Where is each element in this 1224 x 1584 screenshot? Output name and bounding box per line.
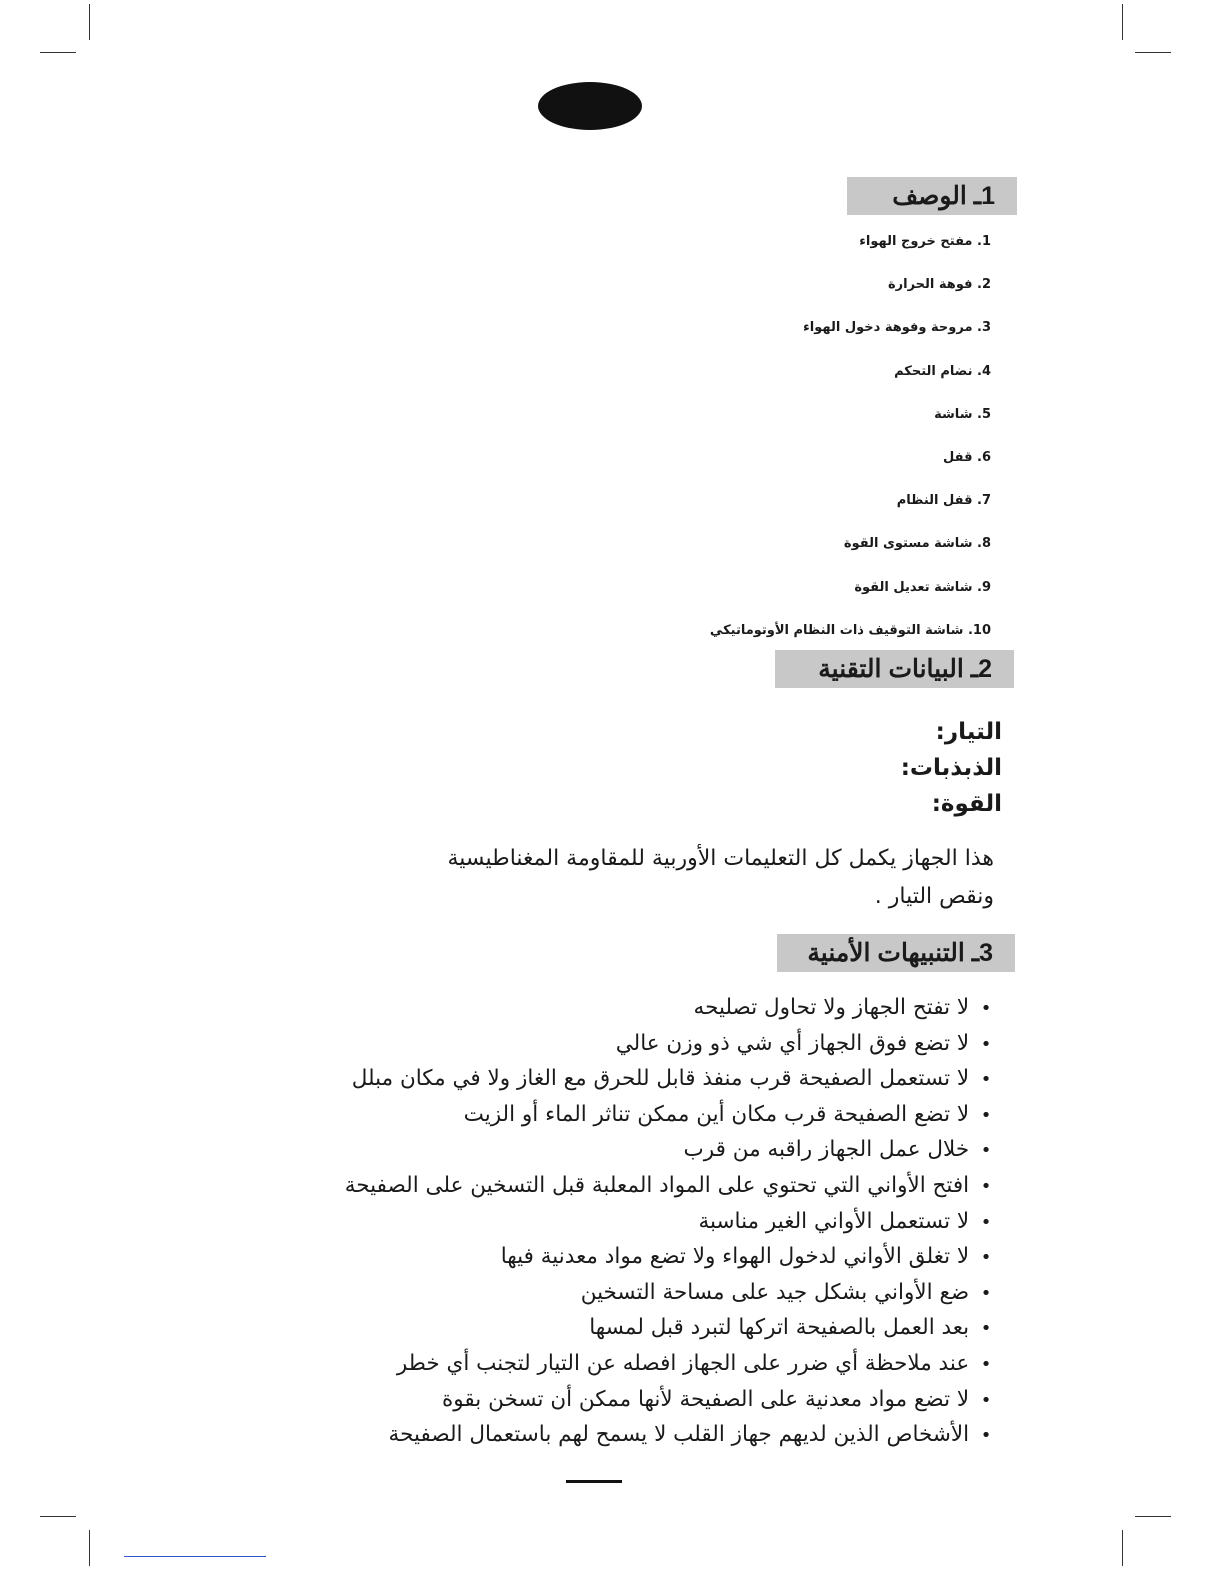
list-item [236, 1417, 996, 1453]
crop-mark [1122, 4, 1123, 40]
spec-label-current: التيار: [935, 719, 1002, 745]
safety-text: لا تضع الصفيحة قرب مكان أين ممكن تناثر الماء أو الزيت [463, 1101, 970, 1127]
bullet-icon: • [980, 1282, 992, 1304]
compliance-note-line: ونقص التيار . [874, 884, 994, 909]
language-tab-oval [538, 82, 642, 130]
bullet-icon: • [980, 1389, 992, 1411]
list-item: 8. شاشة مستوى القوة [843, 536, 991, 552]
list-item: 3. مروحة وفوهة دخول الهواء [803, 320, 991, 336]
list-item: 7. قفل النظام [896, 493, 991, 509]
safety-text: افتح الأواني التي تحتوي على المواد المعلبة قبل التسخين على الصفيحة [344, 1172, 970, 1198]
list-item [236, 1204, 996, 1240]
safety-text: عند ملاحظة أي ضرر على الجهاز افصله عن التيار لتجنب أي خطر [396, 1350, 970, 1376]
spec-labels [901, 714, 1002, 822]
section-heading-safety: 3ـ التنبيهات الأمنية [777, 934, 1015, 972]
page-number-bar [566, 1480, 622, 1483]
section-heading-technical: 2ـ البيانات التقنية [775, 650, 1014, 688]
bullet-icon: • [980, 1140, 992, 1162]
bullet-icon: • [980, 1318, 992, 1340]
list-item [236, 1310, 996, 1346]
safety-text: لا تضع فوق الجهاز أي شي ذو وزن عالي [615, 1030, 970, 1056]
list-item [236, 1275, 996, 1311]
compliance-note-line: هذا الجهاز يكمل كل التعليمات الأوربية للمقاومة المغناطيسية [447, 846, 994, 871]
safety-text: بعد العمل بالصفيحة اتركها لتبرد قبل لمسها [589, 1315, 970, 1341]
list-item: 5. شاشة [934, 406, 991, 422]
safety-text: لا تضع مواد معدنية على الصفيحة لأنها ممكن أن تسخن بقوة [442, 1386, 970, 1412]
safety-list [236, 990, 996, 1453]
bullet-icon: • [980, 1069, 992, 1091]
bullet-icon: • [980, 1033, 992, 1055]
list-item [236, 990, 996, 1026]
list-item [236, 1026, 996, 1062]
bullet-icon: • [980, 1175, 992, 1197]
list-item: 10. شاشة التوقيف ذات النظام الأوتوماتيكي [709, 622, 991, 638]
crop-mark [89, 1530, 90, 1566]
list-item [236, 1097, 996, 1133]
spec-label-power: القوة: [931, 791, 1002, 817]
list-item: 9. شاشة تعديل القوة [854, 579, 991, 595]
crop-mark [1135, 1516, 1171, 1517]
list-item: 6. قفل [943, 449, 991, 465]
list-item [236, 1346, 996, 1382]
crop-mark [40, 1516, 76, 1517]
spec-label-frequency: الذبذبات: [900, 755, 1002, 781]
list-item: 4. نضام التحكم [894, 363, 991, 379]
crop-mark [1122, 1530, 1123, 1566]
bullet-icon: • [980, 1104, 992, 1126]
list-item [236, 1382, 996, 1418]
list-item: 2. فوهة الحرارة [887, 277, 991, 293]
list-item [236, 1132, 996, 1168]
compliance-note [374, 840, 994, 916]
list-item [236, 1239, 996, 1275]
list-item [236, 1061, 996, 1097]
crop-mark [1135, 52, 1171, 53]
safety-text: لا تستعمل الصفيحة قرب منفذ قابل للحرق مع الغاز ولا في مكان مبلل [351, 1066, 970, 1092]
list-item: 1. مفتح خروج الهواء [859, 234, 991, 249]
bullet-icon: • [980, 1425, 992, 1447]
bullet-icon: • [980, 1353, 992, 1375]
section-heading-description: 1ـ الوصف [847, 177, 1017, 215]
crop-mark [40, 52, 76, 53]
safety-text: لا تستعمل الأواني الغير مناسبة [698, 1208, 970, 1234]
crop-mark [89, 4, 90, 40]
bullet-icon: • [980, 1211, 992, 1233]
list-item [236, 1168, 996, 1204]
footer-rule [124, 1556, 266, 1557]
safety-text: لا تفتح الجهاز ولا تحاول تصليحه [693, 995, 970, 1020]
safety-text: الأشخاص الذين لديهم جهاز القلب لا يسمح لهم باستعمال الصفيحة [388, 1422, 970, 1448]
bullet-icon: • [980, 1247, 992, 1269]
description-list [671, 228, 991, 660]
bullet-icon: • [980, 998, 992, 1019]
safety-text: خلال عمل الجهاز راقبه من قرب [683, 1137, 970, 1163]
safety-text: لا تغلق الأواني لدخول الهواء ولا تضع مواد معدنية فيها [500, 1244, 970, 1270]
safety-text: ضع الأواني بشكل جيد على مساحة التسخين [580, 1279, 970, 1305]
